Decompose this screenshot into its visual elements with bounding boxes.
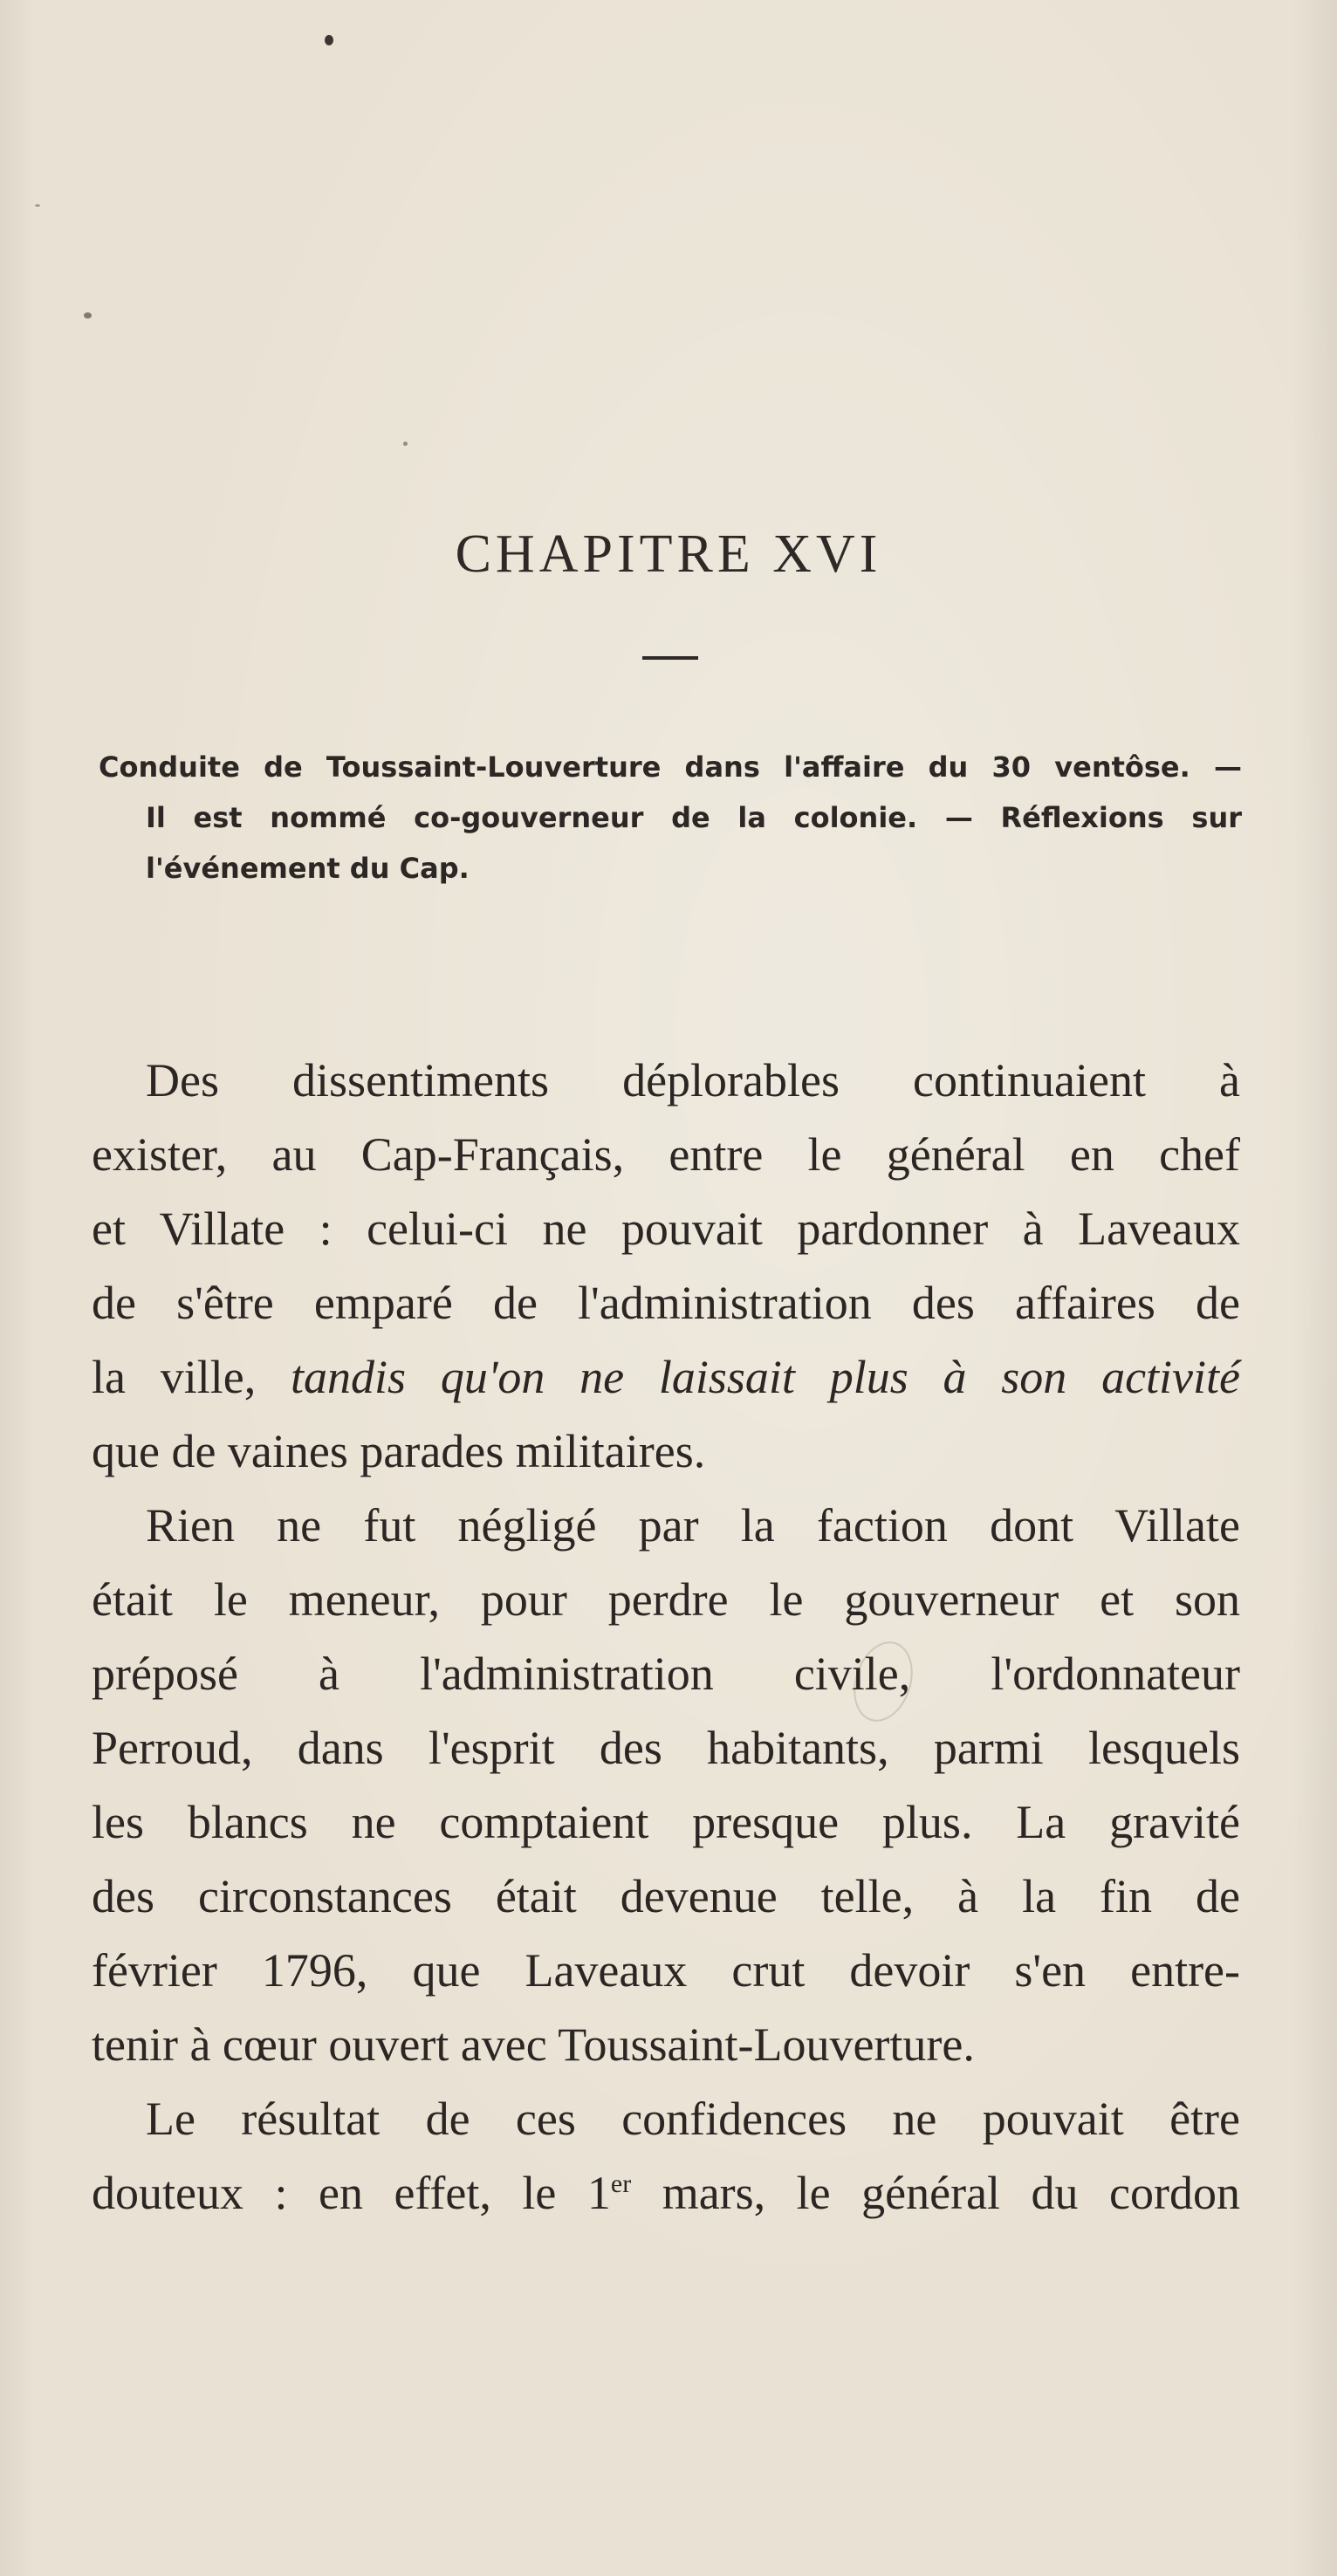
text-line: Des dissentiments déplorables continuaient à xyxy=(146,1054,1240,1106)
text-line: que de vaines parades militaires. xyxy=(92,1425,706,1477)
text-line: des circonstances était devenue telle, à la fin de xyxy=(92,1870,1240,1922)
text-line: de s'être emparé de l'administration des affaires de xyxy=(92,1277,1240,1329)
text-segment: mars, le général du cordon xyxy=(631,2167,1240,2219)
text-segment: la ville, xyxy=(92,1351,291,1403)
text-line: février 1796, que Laveaux crut devoir s'en entre- xyxy=(92,1944,1240,1997)
text-segment: douteux : en effet, le 1 xyxy=(92,2167,611,2219)
ink-speck xyxy=(35,204,40,207)
text-line: et Villate : celui-ci ne pouvait pardonner à Laveaux xyxy=(92,1202,1240,1255)
ink-speck xyxy=(84,312,92,319)
summary-line: l'événement du Cap. xyxy=(146,852,470,885)
italic-phrase: tandis qu'on ne laissait plus à son activité xyxy=(291,1351,1240,1403)
superscript: er xyxy=(610,2169,632,2198)
body-text xyxy=(92,1044,1240,2230)
text-line: préposé à l'administration civile, l'ordonnateur xyxy=(92,1648,1240,1700)
chapter-title: CHAPITRE XVI xyxy=(455,524,882,584)
text-line xyxy=(92,2156,1240,2230)
text-line: exister, au Cap-Français, entre le général en chef xyxy=(92,1128,1240,1181)
summary-line: Conduite de Toussaint-Louverture dans l'affaire du 30 ventôse. — xyxy=(99,750,1242,784)
ink-speck xyxy=(325,35,333,45)
title-rule xyxy=(642,656,698,660)
text-line: les blancs ne comptaient presque plus. La gravité xyxy=(92,1796,1240,1848)
ink-speck xyxy=(403,442,408,446)
text-line xyxy=(92,1340,1240,1415)
text-line: Le résultat de ces confidences ne pouvait être xyxy=(146,2093,1240,2145)
summary-line: Il est nommé co-gouverneur de la colonie. — Réflexions sur xyxy=(146,801,1242,834)
text-line: était le meneur, pour perdre le gouverneur et son xyxy=(92,1573,1240,1626)
text-line: tenir à cœur ouvert avec Toussaint-Louverture. xyxy=(92,2018,975,2071)
text-line: Rien ne fut négligé par la faction dont Villate xyxy=(146,1499,1240,1552)
text-line: Perroud, dans l'esprit des habitants, parmi lesquels xyxy=(92,1722,1240,1774)
chapter-summary xyxy=(99,742,1242,894)
